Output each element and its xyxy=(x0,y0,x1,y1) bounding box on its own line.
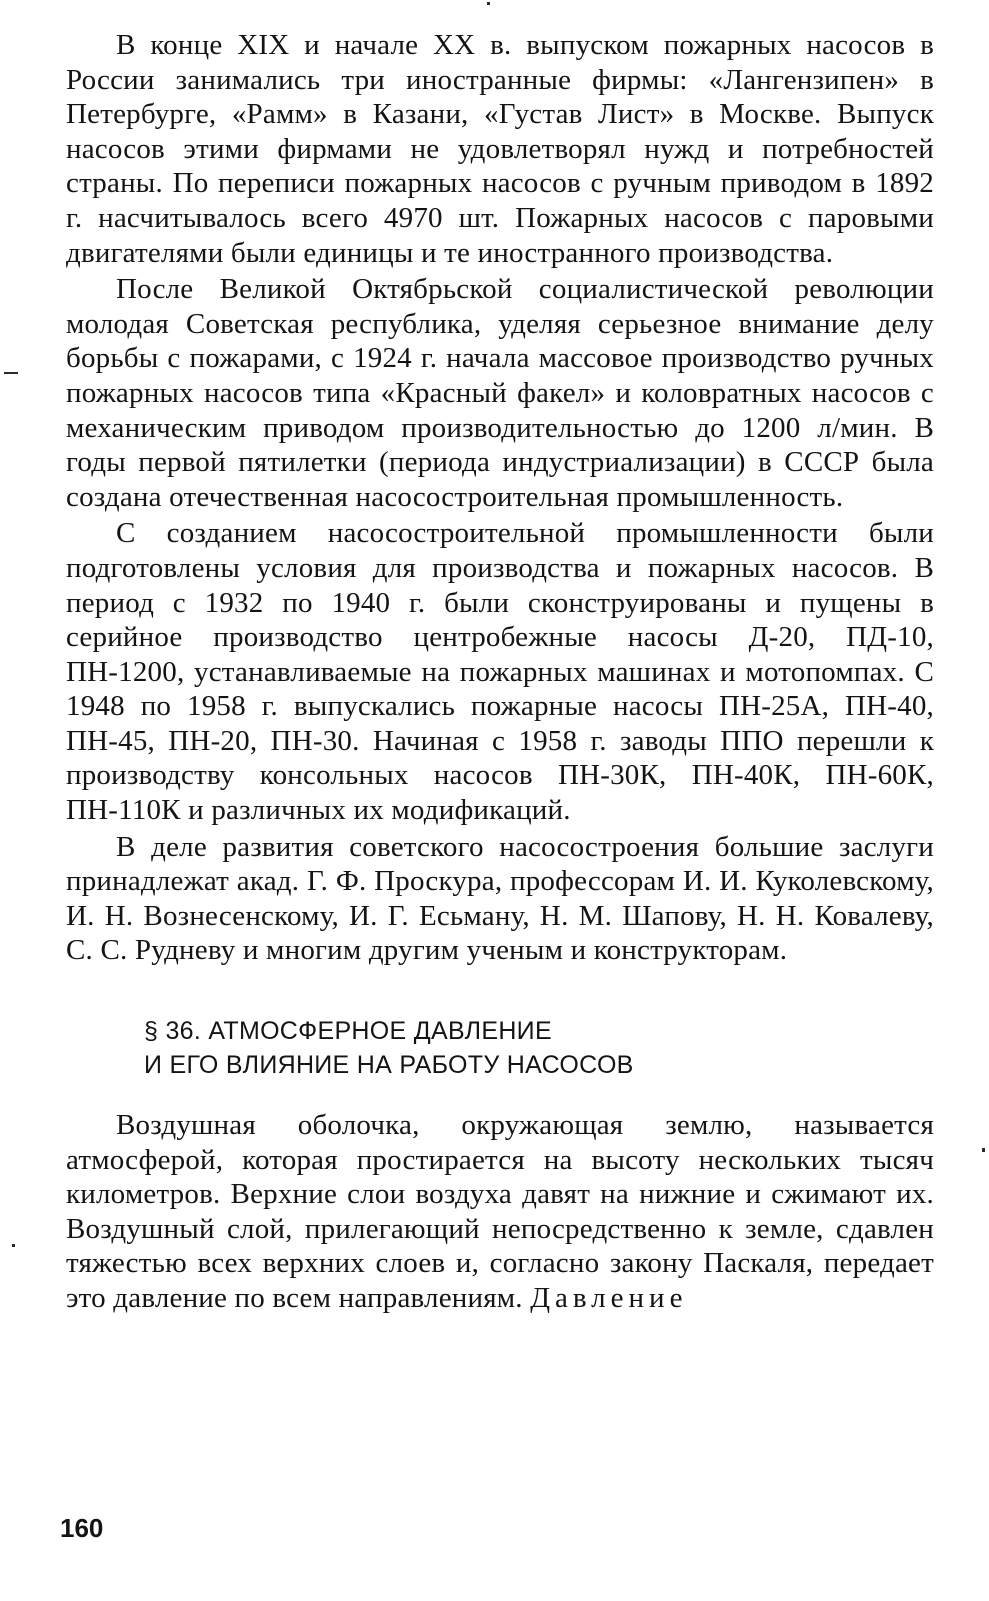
paragraph-atmosphere xyxy=(66,1108,934,1316)
page-body xyxy=(66,28,934,1316)
paragraph-after-revolution: После Великой Октябрьской социалистической революции молодая Советская республика, уделяя серьезное внимание делу борьбы с пожарами, с 1924 г. начала массовое производство ручных пожарных насосов типа «Красный факел» и коловратных насосов с механическим приводом производительностью до 1200 л/мин. В годы первой пятилетки (периода индустриализации) в СССР была создана отечественная насосостроительная промышленность. xyxy=(66,273,934,513)
paragraph-atmosphere-text: Воздушная оболочка, окружающая землю, называется атмосферой, которая простирается на высоту нескольких тысяч километров. Верхние слои воздуха давят на нижние и сжимают их. Воздушный слой, прилегающий непосредственно к земле, сдавлен тяжестью всех верхних слоев и, согласно закону Паскаля, передает это давление по всем направлениям. xyxy=(66,1109,934,1314)
page-number: 160 xyxy=(60,1513,104,1543)
paragraph-pump-industry: С созданием насосостроительной промышленности были подготовлены условия для производства и пожарных насосов. В период с 1932 по 1940 г. были сконструированы и пущены в серийное производство центробежные насосы Д-20, ПД-10, ПН-1200, устанавливаемые на пожарных машинах и мотопомпах. С 1948 по 1958 г. выпускались пожарные насосы ПН-25А, ПН-40, ПН-45, ПН-20, ПН-30. Начиная с 1958 г. заводы ППО перешли к производству консольных насосов ПН-30К, ПН-40К, ПН-60К, ПН-110К и различных их модификаций. xyxy=(66,517,934,827)
scan-speck-left-margin xyxy=(4,372,18,374)
scan-speck-right-margin xyxy=(982,1148,985,1152)
section-heading-line-2: И ЕГО ВЛИЯНИЕ НА РАБОТУ НАСОСОВ xyxy=(144,1051,634,1080)
section-heading-line-1: § 36. АТМОСФЕРНОЕ ДАВЛЕНИЕ xyxy=(144,1017,552,1046)
paragraph-scientists: В деле развития советского насосостроения большие заслуги принадлежат акад. Г. Ф. Проскура, профессорам И. И. Куколевскому, И. Н. Вознесенскому, И. Г. Есьману, Н. М. Шапову, Н. Н. Ковалеву, С. С. Рудневу и многим другим ученым и конструкторам. xyxy=(66,830,934,967)
scan-speck-top xyxy=(487,2,490,5)
paragraph-atmosphere-emphasis: Давление xyxy=(530,1282,688,1314)
scan-speck-lower-left xyxy=(12,1244,15,1247)
paragraph-history-foreign-firms: В конце XIX и начале XX в. выпуском пожарных насосов в России занимались три иностранные фирмы: «Лангензипен» в Петербурге, «Рамм» в Казани, «Густав Лист» в Москве. Выпуск насосов этими фирмами не удовлетворял нужд и потребностей страны. По переписи пожарных насосов с ручным приводом в 1892 г. насчитывалось всего 4970 шт. Пожарных насосов с паровыми двигателями были единицы и те иностранного производства. xyxy=(66,29,934,269)
section-heading xyxy=(144,1014,934,1082)
